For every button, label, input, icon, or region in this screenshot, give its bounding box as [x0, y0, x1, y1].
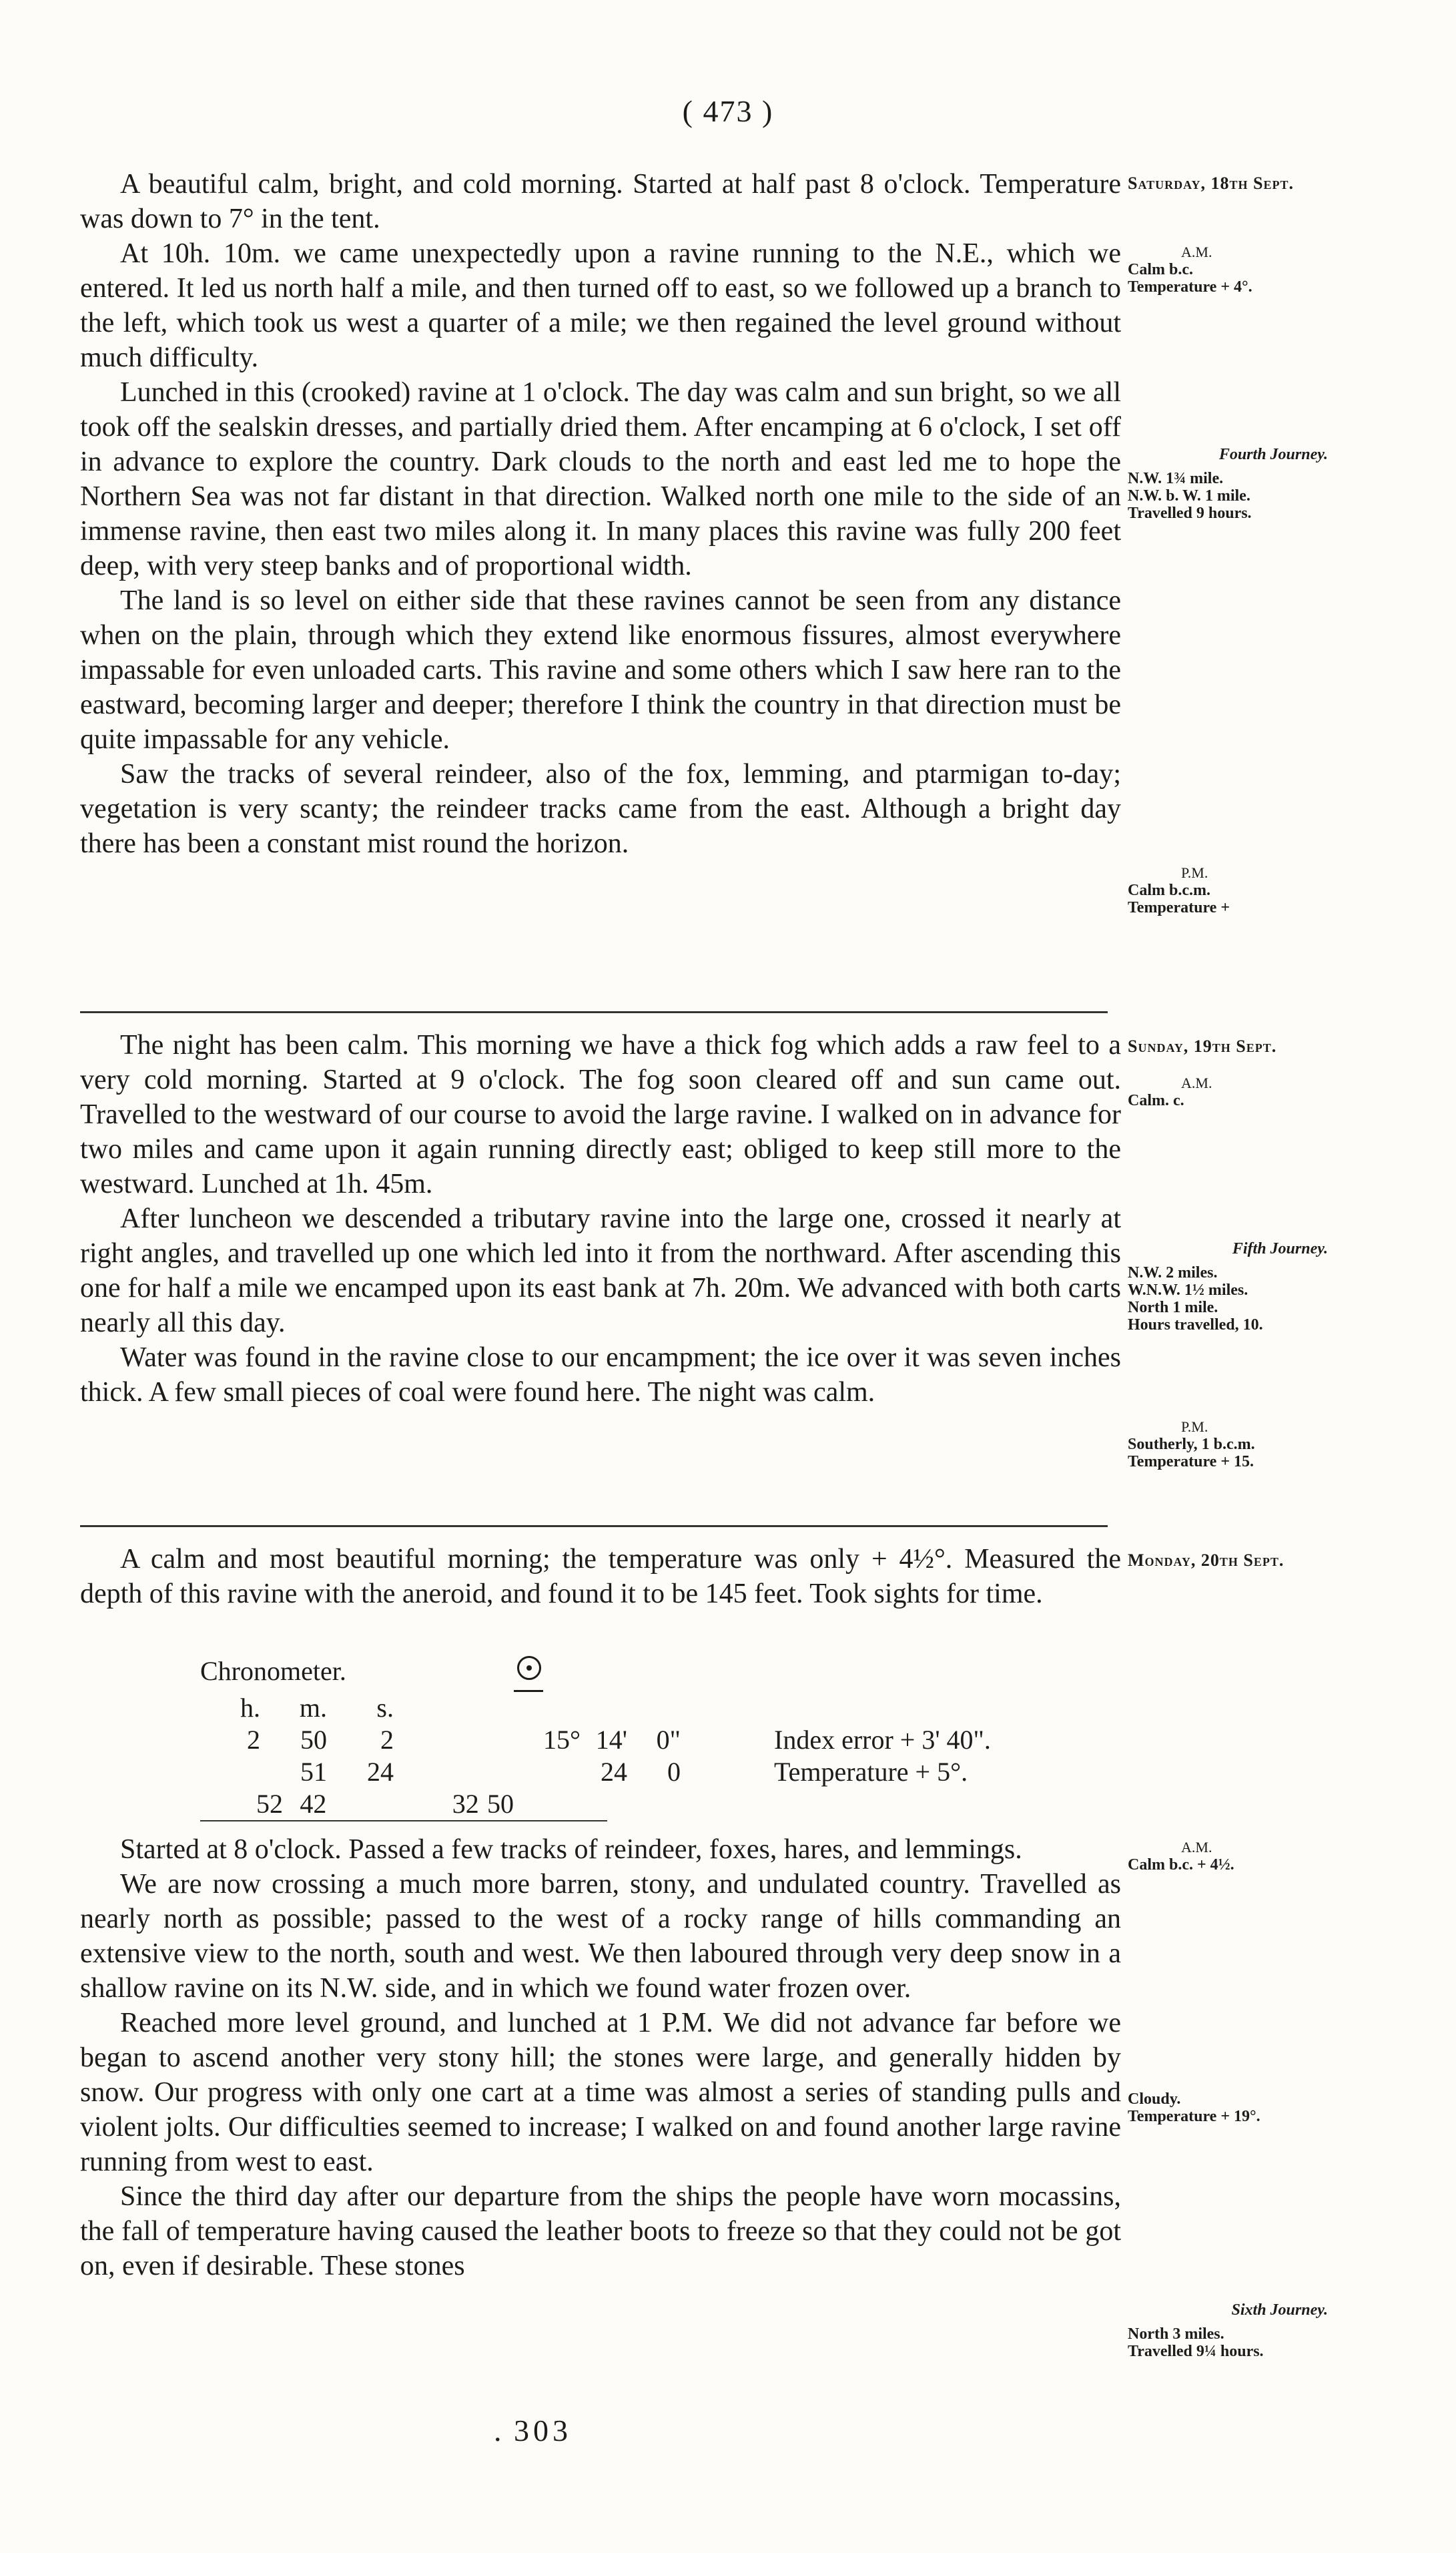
- section-divider: [80, 1525, 1108, 1527]
- cell-deg: 15°: [543, 1725, 581, 1755]
- cell-s: 2: [380, 1725, 394, 1755]
- cell-h: [200, 1788, 240, 1820]
- margin-journey: [1128, 1240, 1408, 1334]
- margin-date: [1128, 1038, 1408, 1055]
- time-of-day: A.M.: [1181, 1839, 1212, 1856]
- cell-h: 2: [247, 1725, 260, 1755]
- cell-m: 51: [300, 1757, 327, 1787]
- unit-seconds: s.: [376, 1693, 394, 1723]
- entry-sunday: [80, 1028, 1121, 1410]
- margin-note: Temperature +: [1128, 899, 1230, 916]
- entry-date: Saturday, 18th Sept.: [1128, 174, 1294, 193]
- time-of-day: P.M.: [1181, 864, 1208, 881]
- table-row: [200, 1724, 1068, 1756]
- entry-saturday: [80, 167, 1121, 861]
- margin-note: Temperature + 4°.: [1128, 278, 1252, 296]
- sun-symbol: [394, 1655, 543, 1692]
- cell-min: 24: [601, 1757, 627, 1787]
- unit-minutes: m.: [299, 1693, 327, 1723]
- cell-m: 52: [256, 1789, 284, 1819]
- margin-pm-notes: [1128, 864, 1408, 916]
- cell-note: [514, 1788, 607, 1820]
- margin-pm-notes: [1128, 1418, 1408, 1470]
- margin-note: Travelled 9 hours.: [1128, 505, 1252, 522]
- chronometer-label: Chronometer.: [200, 1656, 346, 1686]
- margin-note: North 3 miles.: [1128, 2325, 1224, 2343]
- cell-min: 32: [452, 1789, 479, 1819]
- margin-am-notes: [1128, 244, 1408, 296]
- sun-lower-limb-bar: [514, 1690, 543, 1692]
- signature-dot: .: [494, 2414, 502, 2448]
- entry-date: Sunday, 19th Sept.: [1128, 1037, 1277, 1056]
- cell-m: 50: [300, 1725, 327, 1755]
- paragraph: Water was found in the ravine close to our encampment; the ice over it was seven inches thick. A few small pieces of coal were found here. The night was calm.: [80, 1342, 1121, 1408]
- entry-monday-continued: [80, 1832, 1121, 2283]
- margin-note: Southerly, 1 b.c.m.: [1128, 1436, 1255, 1453]
- table-row: [200, 1788, 607, 1821]
- paragraph: Lunched in this (crooked) ravine at 1 o'clock. The day was calm and sun bright, so we all took off the sealskin dresses, and partially dried them. After encamping at 6 o'clock, I set off in advance to explore the country. Dark clouds to the north and east led me to hope the Northern Sea was not far distant in that direction. Walked north one mile to the side of an immense ravine, then east two miles along it. In many places this ravine was fully 200 feet deep, with very steep banks and of proportional width.: [80, 377, 1121, 581]
- margin-note: Travelled 9¼ hours.: [1128, 2343, 1264, 2360]
- cell-sec: 0": [656, 1725, 681, 1755]
- cell-deg: [394, 1756, 581, 1788]
- paragraph: Since the third day after our departure from the ships the people have worn mocassins, the fall of temperature having caused the leather boots to freeze so that they could not be got on, even if desirable. These stones: [80, 2181, 1121, 2281]
- margin-note: N.W. 1¾ mile.: [1128, 470, 1224, 487]
- paragraph: A beautiful calm, bright, and cold morning. Started at half past 8 o'clock. Temperature was down to 7° in the tent.: [80, 169, 1121, 234]
- margin-note: Calm b.c.: [1128, 261, 1193, 278]
- paragraph: After luncheon we descended a tributary ravine into the large one, crossed it nearly at right angles, and travelled up one which led into it from the northward. After ascending this one for half a mile we encamped upon its east bank at 7h. 20m. We advanced with both carts nearly all this day.: [80, 1203, 1121, 1338]
- margin-date: [1128, 175, 1408, 192]
- margin-note: Calm b.c. + 4½.: [1128, 1856, 1234, 1874]
- cell-sec: 50: [487, 1789, 514, 1819]
- table-units-row: [200, 1692, 1068, 1724]
- journey-label: Fourth Journey.: [1218, 446, 1328, 463]
- margin-am-notes: [1128, 1839, 1408, 1874]
- cell-note: Temperature + 5°.: [774, 1757, 968, 1787]
- cell-h: [200, 1756, 260, 1788]
- paragraph: At 10h. 10m. we came unexpectedly upon a ravine running to the N.E., which we entered. It led us north half a mile, and then turned off to east, so we followed up a branch to the left, which took us west a quarter of a mile; we then regained the level ground without much difficulty.: [80, 238, 1121, 373]
- cell-s: 24: [367, 1757, 394, 1787]
- margin-note: N.W. 2 miles.: [1128, 1264, 1218, 1282]
- sun-icon: [517, 1656, 541, 1680]
- paragraph: The night has been calm. This morning we have a thick fog which adds a raw feel to a very cold morning. Started at 9 o'clock. The fog soon cleared off and sun came out. Travelled to the westward of our course to avoid the large ravine. I walked on in advance for two miles and came upon it again running directly east; obliged to keep still more to the westward. Lunched at 1h. 45m.: [80, 1030, 1121, 1199]
- section-divider: [80, 1011, 1108, 1013]
- entry-date: Monday, 20th Sept.: [1128, 1550, 1285, 1570]
- cell-s: 42: [300, 1789, 327, 1819]
- cell-min: 14': [595, 1725, 627, 1755]
- margin-note: Hours travelled, 10.: [1128, 1316, 1263, 1334]
- margin-note: N.W. b. W. 1 mile.: [1128, 487, 1250, 505]
- cell-sec: 0: [667, 1757, 681, 1787]
- margin-am-notes: [1128, 1075, 1408, 1109]
- margin-note: North 1 mile.: [1128, 1299, 1218, 1316]
- journey-label: Sixth Journey.: [1231, 2301, 1328, 2319]
- footer-number: 303: [514, 2414, 572, 2448]
- paragraph: Reached more level ground, and lunched at 1 P.M. We did not advance far before we began to ascend another very stony hill; the stones were large, and generally hidden by snow. Our progress with only one cart at a time was almost a series of standing pulls and violent jolts. Our difficulties seemed to increase; I walked on and found another large ravine running from west to east.: [80, 2008, 1121, 2177]
- margin-note: W.N.W. 1½ miles.: [1128, 1282, 1248, 1299]
- margin-journey: [1128, 2301, 1408, 2360]
- cell-note: Index error + 3' 40".: [774, 1725, 991, 1755]
- paragraph: We are now crossing a much more barren, stony, and undulated country. Travelled as nearly north as possible; passed to the west of a rocky range of hills commanding an extensive view to the north, south and west. We then laboured through very deep snow in a shallow ravine on its N.W. side, and in which we found water frozen over.: [80, 1869, 1121, 2004]
- cell-deg: [326, 1788, 448, 1820]
- margin-weather-notes: [1128, 2090, 1408, 2125]
- margin-note: Cloudy.: [1128, 2090, 1181, 2108]
- page-number: ( 473 ): [682, 94, 774, 128]
- paragraph: The land is so level on either side that these ravines cannot be seen from any distance when on the plain, through which they extend like enormous fissures, almost everywhere impassable for even unloaded carts. This ravine and some others which I saw here ran to the eastward, becoming larger and deeper; therefore I think the country in that direction must be quite impassable for any vehicle.: [80, 585, 1121, 755]
- margin-journey: [1128, 446, 1408, 522]
- paragraph: A calm and most beautiful morning; the temperature was only + 4½°. Measured the depth of this ravine with the aneroid, and found it to be 145 feet. Took sights for time.: [80, 1544, 1121, 1609]
- table-header: [200, 1655, 1068, 1692]
- margin-note: Temperature + 15.: [1128, 1453, 1254, 1470]
- time-of-day: P.M.: [1181, 1418, 1208, 1435]
- paragraph: Started at 8 o'clock. Passed a few tracks of reindeer, foxes, hares, and lemmings.: [120, 1834, 1022, 1865]
- margin-note: Calm b.c.m.: [1128, 882, 1210, 899]
- margin-note: Calm. c.: [1128, 1092, 1184, 1109]
- time-of-day: A.M.: [1181, 244, 1212, 260]
- table-row: [200, 1756, 1068, 1788]
- journey-label: Fifth Journey.: [1232, 1240, 1328, 1257]
- paragraph: Saw the tracks of several reindeer, also of the fox, lemming, and ptarmigan to-day; vegetation is very scanty; the reindeer tracks came from the east. Although a bright day there has been a constant mist round the horizon.: [80, 759, 1121, 859]
- unit-hours: h.: [240, 1693, 260, 1723]
- margin-note: Temperature + 19°.: [1128, 2108, 1260, 2125]
- entry-monday: [80, 1542, 1121, 1611]
- margin-date: [1128, 1552, 1408, 1569]
- time-of-day: A.M.: [1181, 1075, 1212, 1091]
- chronometer-table: [200, 1655, 1068, 1821]
